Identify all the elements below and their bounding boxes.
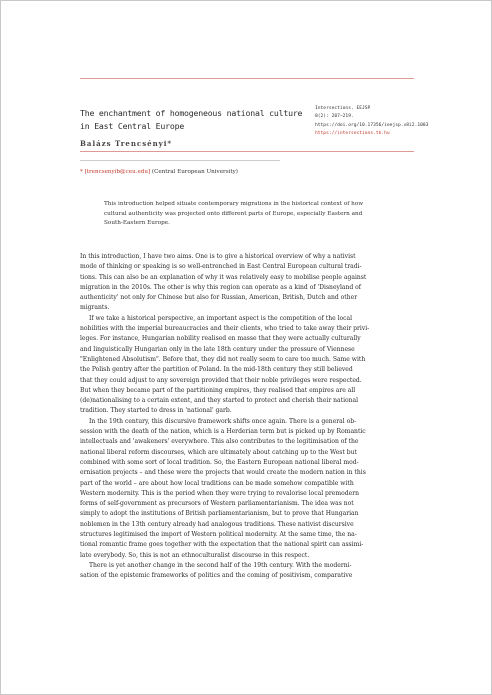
- article-body: [80, 252, 414, 582]
- body-line: If we take a historical perspective, an important aspect is the competition of the local: [89, 314, 353, 322]
- body-line: ernisation projects – and these were the projects that would create the modern nation in this: [80, 469, 366, 477]
- article-title: [80, 107, 305, 133]
- abstract-line: South-Eastern Europe.: [104, 220, 170, 227]
- body-line: (de)nationalising to a certain extent, and they started to protect and cherish their national: [80, 397, 359, 405]
- header-top-rule: [80, 78, 414, 79]
- body-line: tions. This can also be an explanation of why it was relatively easy to mobilise people against: [80, 273, 367, 281]
- body-line: and linguistically Hungarian only in the late 18th century under the pressure of Viennese: [80, 345, 355, 353]
- body-line: national liberal reform discourses, which are ultimately about catching up to the West but: [80, 448, 357, 456]
- body-line: Western modernity. This is the period when they were trying to revalorise local premodern: [80, 489, 359, 497]
- abstract-line: cultural authenticity was projected onto different parts of Europe, especially Eastern and: [104, 210, 363, 217]
- abstract: [104, 200, 394, 229]
- author-email-link[interactable]: [trencsenyib@ceu.edu]: [84, 169, 151, 175]
- body-line: the Polish gentry after the partition of Poland. In the mid-18th century they still believed: [80, 366, 353, 374]
- journal-volume: 8(2): 207–219.: [315, 114, 354, 120]
- paragraph-3: [80, 417, 414, 561]
- body-line: There is yet another change in the second half of the 19th century. With the moderni-: [89, 561, 352, 569]
- author-name: Balázs Trencsényi*: [80, 139, 173, 148]
- body-line: tradition. They started to dress in 'national' garb.: [80, 407, 232, 415]
- footnote-star: *: [80, 169, 83, 175]
- abstract-line: This introduction helped situate contemporary migrations in the historical context of how: [104, 201, 364, 207]
- paragraph-1: [80, 252, 414, 314]
- affiliation: [80, 169, 238, 175]
- paragraph-4: [80, 561, 414, 582]
- body-line: intellectuals and 'awakeners' everywhere. This also contributes to the legitimisation of the: [80, 438, 359, 446]
- journal-meta: [315, 105, 428, 139]
- body-line: late everybody. So, this is not an ethnoculturalist discourse in this respect.: [80, 551, 310, 559]
- journal-name: Intersections. EEJSP: [315, 106, 371, 111]
- body-line: authenticity' not only for Chinese but also for Russian, American, British, Dutch and other: [80, 294, 358, 302]
- author-rule: [80, 160, 280, 161]
- journal-url-link[interactable]: https://intersections.tk.hu: [315, 131, 390, 137]
- paragraph-2: [80, 314, 414, 417]
- doi-link[interactable]: https://doi.org/10.17356/ieejsp.v8i2.1083: [315, 122, 429, 128]
- header-bottom-rule: [80, 151, 414, 152]
- body-line: session with the death of the nation, which is a Herderian term but is picked up by Romantic: [80, 428, 366, 436]
- body-line: simply to adopt the institutions of British parliamentarianism, but to prove that Hungarian: [80, 510, 359, 518]
- body-line: forms of self-government as precursors of Western parliamentarianism. The idea was not: [80, 500, 354, 508]
- body-line: structures legitimised the import of Western political modernity. At the same time, the na-: [80, 531, 357, 539]
- body-line: combined with some sort of local tradition. So, the Eastern European national liberal mod-: [80, 458, 359, 466]
- body-line: nobilities with the imperial bureaucracies and their clients, who tried to take away their privi-: [80, 325, 370, 333]
- body-line: migration in the 2010s. The other is why this region can operate as a kind of 'Disneyland of: [80, 283, 362, 291]
- body-line: migrants.: [80, 304, 110, 312]
- body-line: But when they became part of the partitioning empires, they realised that empires are all: [80, 386, 356, 394]
- body-line: In this introduction, I have two aims. One is to give a historical overview of why a nativist: [80, 253, 356, 260]
- title-line: The enchantment of homogeneous national culture: [80, 108, 303, 118]
- body-line: "Enlightened Absolutism". Before that, they did not really seem to care too much. Same with: [80, 355, 366, 363]
- body-line: noblemen in the 13th century already had analogous traditions. These nativist discursive: [80, 520, 354, 528]
- title-line: in East Central Europe: [80, 121, 185, 131]
- body-line: sation of the epistemic frameworks of politics and the coming of positivism, comparative: [80, 572, 353, 580]
- body-line: part of the world – are about how local traditions can be made somehow compatible with: [80, 479, 354, 487]
- body-line: In the 19th century, this discursive framework shifts once again. There is a general ob-: [89, 417, 357, 425]
- institution: (Central European University): [151, 169, 238, 175]
- body-line: tional romantic frame goes together with the expectation that the national spirit can assimi-: [80, 541, 364, 549]
- body-line: mode of thinking or speaking is so well-entrenched in East Central European cultural tradi-: [80, 263, 362, 271]
- body-line: that they could adjust to any sovereign provided that their noble privileges were respected.: [80, 376, 362, 384]
- body-line: leges. For instance, Hungarian nobility realised en masse that they were actually culturally: [80, 335, 361, 343]
